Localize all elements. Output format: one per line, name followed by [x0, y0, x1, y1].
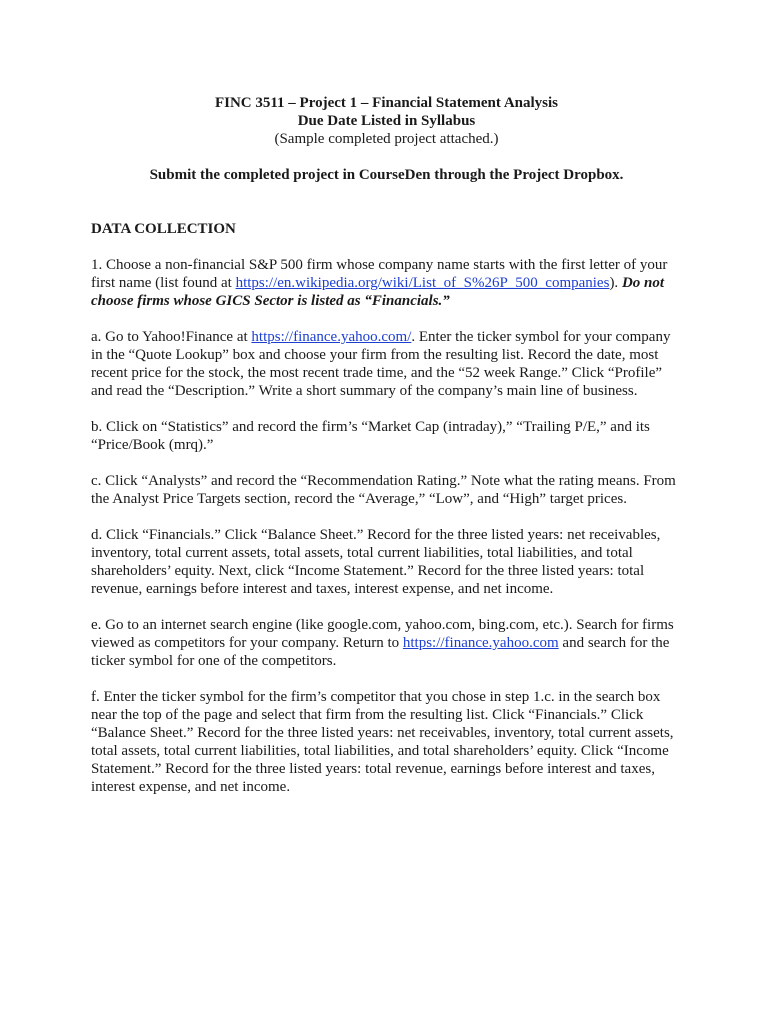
paragraph-text: . Enter the ticker symbol for your company in the “Quote Lookup” box and choose your firm from the resulting list. Record the date, most recent price for the stock, the most recent trade time, and the “52 week Range.” Click “Profile” and read the “Description.” Write a short summary of the company’s main line of business. — [91, 329, 671, 399]
hyperlink[interactable]: https://finance.yahoo.com — [402, 635, 559, 651]
paragraph-text: ). — [609, 275, 622, 291]
paragraph-text: d. Click “Financials.” Click “Balance Sheet.” Record for the three listed years: net receivables, inventory, total current assets, total assets, total current liabilities, total liabilities, and total shareholders’ equity. Next, click “Income Statement.” Record for the three listed years: total revenue, earnings before interest and taxes, interest expense, and net income. — [91, 527, 661, 597]
paragraph-text: c. Click “Analysts” and record the “Recommendation Rating.” Note what the rating means. From the Analyst Price Targets section, record the “Average,” “Low”, and “High” target prices. — [91, 473, 676, 507]
submit-instruction: Submit the completed project in CourseDen through the Project Dropbox. — [149, 167, 624, 183]
paragraph-step-d — [91, 526, 682, 598]
paragraph-text: a. Go to Yahoo!Finance at — [91, 329, 252, 345]
paragraph-text: and search for the ticker symbol for one of the competitors. — [91, 635, 670, 669]
section-heading-data-collection: DATA COLLECTION — [91, 221, 236, 237]
paragraph-step-c — [91, 472, 682, 508]
paragraph-step-e — [91, 616, 682, 670]
document-title: FINC 3511 – Project 1 – Financial Statement Analysis — [214, 95, 559, 111]
paragraph-text: 1. Choose a non-financial S&P 500 firm whose company name starts with the first letter of your first name (list found at — [91, 257, 668, 291]
emphasis-text: Do not choose firms whose GICS Sector is listed as “Financials.” — [91, 275, 665, 309]
paragraph-step-a — [91, 328, 682, 400]
paragraph-text: b. Click on “Statistics” and record the firm’s “Market Cap (intraday),” “Trailing P/E,” and its “Price/Book (mrq).” — [91, 419, 650, 453]
paragraph-step-b — [91, 418, 682, 454]
paragraph-step-1 — [91, 256, 682, 310]
paragraph-text: e. Go to an internet search engine (like google.com, yahoo.com, bing.com, etc.). Search for firms viewed as competitors for your company. Return to — [91, 617, 674, 651]
paragraph-step-f — [91, 688, 682, 796]
hyperlink[interactable]: https://en.wikipedia.org/wiki/List_of_S%26P_500_companies — [235, 275, 610, 291]
paragraph-text: f. Enter the ticker symbol for the firm’s competitor that you chose in step 1.c. in the search box near the top of the page and select that firm from the resulting list. Click “Financials.” Click “Balance Sheet.” Record for the three listed years: net receivables, inventory, total current assets, total assets, total current liabilities, total liabilities, and total shareholders’ equity. Click “Income Statement.” Record for the three listed years: total revenue, earnings before interest and taxes, interest expense, and net income. — [91, 689, 674, 795]
instructions-body — [91, 256, 682, 796]
hyperlink[interactable]: https://finance.yahoo.com/ — [251, 329, 412, 345]
document-header — [91, 94, 682, 148]
sample-note: (Sample completed project attached.) — [274, 131, 499, 147]
due-date-line: Due Date Listed in Syllabus — [297, 113, 476, 129]
